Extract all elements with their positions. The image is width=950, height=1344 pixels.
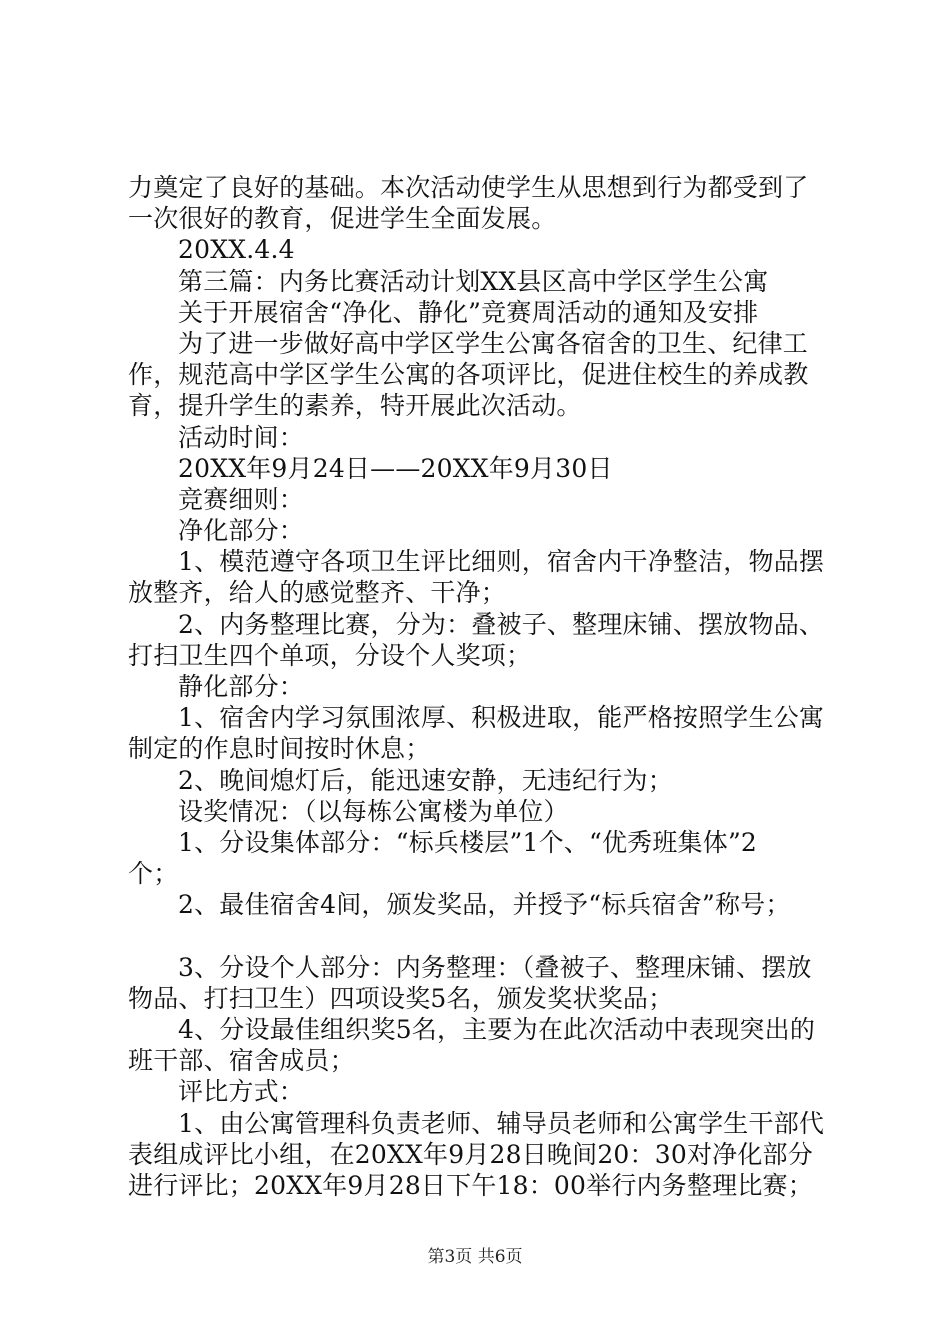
text-line: 表组成评比小组，在20XX年9月28日晚间20：30对净化部分 — [128, 1139, 813, 1169]
text-line: 个； — [128, 859, 179, 889]
text-line: 设奖情况：（以每栋公寓楼为单位） — [178, 796, 569, 826]
text-line: 制定的作息时间按时休息； — [128, 734, 431, 764]
text-line: 2、最佳宿舍4间，颁发奖品，并授予“标兵宿舍”称号； — [178, 890, 791, 920]
text-line: 4、分设最佳组织奖5名，主要为在此次活动中表现突出的 — [178, 1015, 816, 1045]
text-line: 2、内务整理比赛，分为：叠被子、整理床铺、摆放物品、 — [178, 609, 825, 639]
text-line: 2、晚间熄灯后，能迅速安静，无违纪行为； — [178, 765, 673, 795]
blank-line — [128, 921, 828, 952]
text-line: 为了进一步做好高中学区学生公寓各宿舍的卫生、纪律工 — [178, 328, 809, 358]
text-line: 一次很好的教育，促进学生全面发展。 — [128, 204, 557, 234]
text-line: 1、分设集体部分：“标兵楼层”1个、“优秀班集体”2 — [178, 827, 758, 857]
text-line: 20XX.4.4 — [178, 235, 295, 265]
text-line: 1、宿舍内学习氛围浓厚、积极进取，能严格按照学生公寓 — [178, 703, 825, 733]
text-line: 静化部分： — [178, 672, 305, 701]
text-line: 力奠定了良好的基础。本次活动使学生从思想到行为都受到了 — [128, 173, 809, 202]
text-line: 放整齐，给人的感觉整齐、干净； — [128, 578, 507, 608]
text-line: 20XX年9月24日——20XX年9月30日 — [178, 453, 613, 483]
page-footer: 第3页 共6页 — [427, 1247, 523, 1267]
text-line: 班干部、宿舍成员； — [128, 1046, 355, 1076]
document-body — [128, 172, 828, 1201]
text-line: 活动时间： — [178, 422, 305, 452]
text-line: 净化部分： — [178, 516, 305, 546]
text-line: 1、由公寓管理科负责老师、辅导员老师和公寓学生干部代 — [178, 1108, 825, 1138]
text-line: 物品、打扫卫生）四项设奖5名，颁发奖状奖品； — [128, 983, 674, 1013]
text-line: 1、模范遵守各项卫生评比细则，宿舍内干净整洁，物品摆 — [178, 547, 825, 577]
text-line: 竞赛细则： — [178, 484, 305, 514]
text-line: 评比方式： — [178, 1077, 305, 1107]
text-line: 进行评比；20XX年9月28日下午18：00举行内务整理比赛； — [128, 1171, 813, 1200]
text-line: 关于开展宿舍“净化、静化”竞赛周活动的通知及安排 — [178, 297, 759, 327]
text-line: 第三篇：内务比赛活动计划XX县区高中学区学生公寓 — [178, 266, 769, 296]
text-line: 育，提升学生的素养，特开展此次活动。 — [128, 391, 582, 421]
text-line: 3、分设个人部分：内务整理：（叠被子、整理床铺、摆放 — [178, 952, 812, 982]
text-line: 打扫卫生四个单项，分设个人奖项； — [128, 640, 532, 670]
text-line: 作，规范高中学区学生公寓的各项评比，促进住校生的养成教 — [128, 360, 809, 390]
